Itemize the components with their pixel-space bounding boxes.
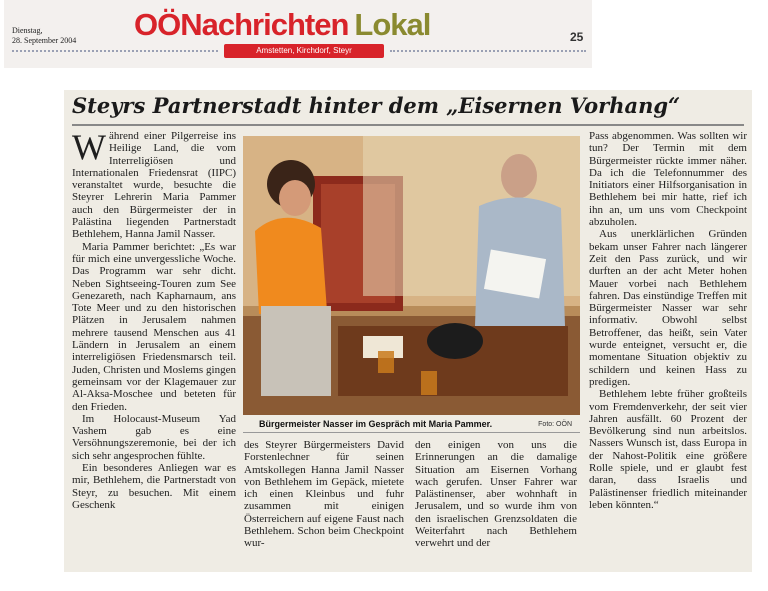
article-photo (243, 136, 580, 415)
paragraph: des Steyrer Bürgermeisters David Forstenlechner für seinen Amtskollegen Hanna Jamil Nasser von Bethlehem im Gepäck, mietete ich einen Kleinbus und fuhr zusammen mit einigen Österreichern auf eigene Faust nach Bethlehem. Schon beim Checkpoint wur- (244, 439, 404, 550)
headline-rule (72, 124, 744, 126)
dotted-rule-right (390, 50, 586, 52)
meeting-photo-illustration (243, 136, 580, 415)
article-column-1 (72, 127, 236, 566)
logo-lokal: Lokal (354, 7, 431, 42)
date-full: 28. September 2004 (12, 36, 77, 45)
newspaper-logo (134, 8, 430, 42)
paragraph: Ein besonderes Anliegen war es mir, Bethlehem, die Partnerstadt von Steyr, zu besuchen. Mit einem Geschenk (72, 462, 236, 511)
logo-nachrichten: Nachrichten (180, 7, 349, 42)
article-column-2 (244, 439, 404, 569)
paragraph: Pass abgenommen. Was sollten wir tun? Der Termin mit dem Bürgermeister rückte immer näher. Da ich die Telefonnummer des Initiators einer Hilfsorganisation in Bethlehem bei mir hatte, rief ich ihn an, um uns vom Checkpoint abzuholen. (589, 130, 747, 229)
article-headline: Steyrs Partnerstadt hinter dem „Eisernen Vorhang“ (72, 93, 681, 118)
paragraph: Aus unerklärlichen Gründen bekam unser Fahrer nach längerer Zeit den Pass zurück, und wir durften an der acht Meter hohen Mauer vorbei nach Bethlehem fahren. Das einstündige Treffen mit Bürgermeister Nasser war sehr informativ. Obwohl selbst Betroffener, das heißt, sein Vater wurde enteignet, versucht er, die momentane Situation objektiv zu schildern und keinen Hass zu predigen. (589, 228, 747, 388)
photo-credit: Foto: OÖN (538, 421, 572, 428)
paragraph: Bethlehem lebte früher großteils vom Fremdenverkehr, der seit vier Jahren ausfällt. 60 Prozent der Bevölkerung sind nun arbeitslos. Nassers Wunsch ist, dass Europa in der Nahost-Politik eine größere Rolle spiele, und er glaubt fest daran, dass Israelis und Palästinenser friedlich miteinander leben könnten.“ (589, 388, 747, 511)
logo-oo: OÖ (134, 7, 181, 42)
paragraph: Maria Pammer berichtet: „Es war für mich eine unvergessliche Woche. Das Programm war sehr dicht. Neben Sightseeing-Touren zum See Genezareth, nach Kapharnaum, ans Tote Meer und zu den historischen Plätzen in Jerusalem nahmen mehrere tausend Menschen aus 41 Ländern in Jerusalem an einem interreligiösen Friedensmarsch teil. Juden, Christen und Moslems gingen gemeinsam vor der Klagemauer zur Al-Aksa-Moschee und beteten für den Frieden. (72, 240, 236, 413)
issue-date (12, 26, 76, 46)
caption-rule (243, 432, 580, 433)
caption-text: Bürgermeister Nasser im Gespräch mit Maria Pammer. (259, 419, 493, 429)
region-banner: Amstetten, Kirchdorf, Steyr (224, 44, 384, 58)
masthead (4, 0, 592, 68)
paragraph-intro: Während einer Pilgerreise ins Heilige Land, die vom Interreligiösen und Internationalen Friedensrat (IIPC) veranstaltet wurde, besuchte die Steyrer Lehrerin Maria Pammer auch den Bürgermeister der in Palästina liegenden Partnerstadt Bethlehem, Hanna Jamil Nasser. (72, 127, 236, 241)
drop-cap: W (72, 127, 106, 167)
article-column-3 (415, 439, 577, 569)
article-column-4 (589, 130, 747, 566)
paragraph: den einigen von uns die Erinnerungen an die damalige Situation am Eisernen Vorhang wach gerufen. Unser Fahrer war Palästinenser, aber wohnhaft in Jerusalem, und so wurde ihm von den israelischen Grenzsoldaten die Weiterfahrt nach Bethlehem verwehrt und der (415, 439, 577, 550)
dotted-rule-left (12, 50, 218, 52)
page-number: 25 (570, 30, 584, 44)
paragraph: Im Holocaust-Museum Yad Vashem gab es eine Versöhnungszeremonie, bei der ich sich sehr angesprochen fühlte. (72, 412, 236, 462)
date-weekday: Dienstag, (12, 26, 43, 35)
photo-caption (243, 418, 580, 431)
